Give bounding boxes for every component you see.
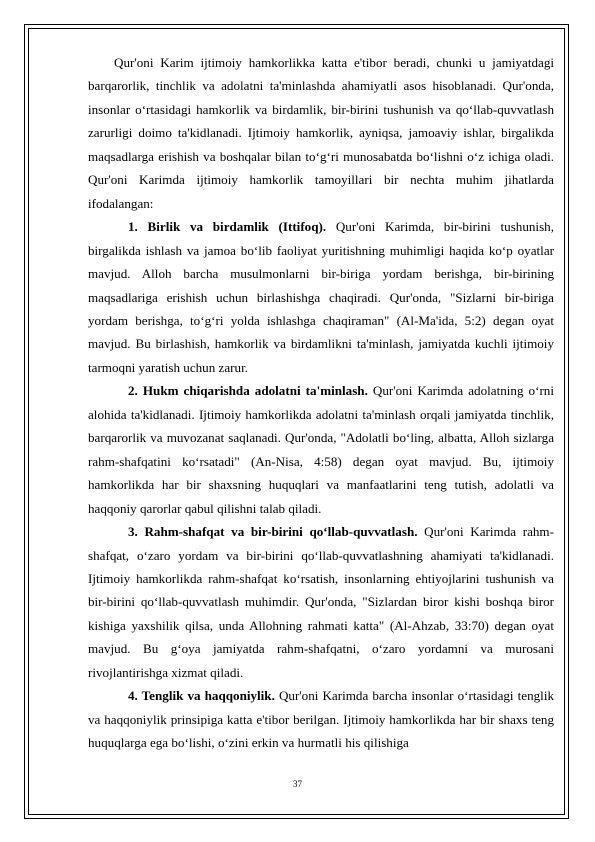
principle-heading-2: 2. Hukm chiqarishda adolatni ta'minlash. (128, 383, 368, 399)
principle-text-4: Qur'oni Karimda barcha insonlar o‘rtasidagi tenglik va haqqoniylik prinsipiga katta e'tibor berilgan. Ijtimoiy hamkorlikda har bir shaxs teng huquqlarga ega bo‘lishi, o‘zini erkin va hurmatli his qilishiga (88, 688, 555, 751)
principle-text-2: Qur'oni Karimda adolatning o‘rni alohida ta'kidlanadi. Ijtimoiy hamkorlikda adolatni ta'minlash orqali jamiyatda tinchlik, barqarorlik va muvozanat saqlanadi. Qur'onda, "Adolatli bo‘ling, albatta, Alloh sizlarga rahm-shafqatini ko‘rsatadi" (An-Nisa, 4:58) degan oyat mavjud. Bu, ijtimoiy hamkorlikda har bir shaxsning huquqlari va manfaatlarini teng tutish, adolatli va haqqoniy qarorlar qabul qilishni talab qiladi. (88, 383, 554, 516)
intro-paragraph: Qur'oni Karim ijtimoiy hamkorlikka katta e'tibor beradi, chunki u jamiyatdagi barqarorlik, tinchlik va adolatni ta'minlashda ahamiyatli asos hisoblanadi. Qur'onda, insonlar o‘rtasidagi hamkorlik va birdamlik, bir-birini tushunish va qo‘llab-quvvatlash zarurligi doimo ta'kidlanadi. Ijtimoiy hamkorlik, ayniqsa, jamoaviy ishlar, birgalikda maqsadlarga erishish va boshqalar bilan to‘g‘ri munosabatda bo‘lishni o‘z ichiga oladi. Qur'oni Karimda ijtimoiy hamkorlik tamoyillari bir nechta muhim jihatlarda ifodalangan: (88, 55, 554, 211)
page-body (88, 51, 554, 755)
principle-paragraph-2 (88, 379, 554, 520)
principle-heading-1: 1. Birlik va birdamlik (Ittifoq). (128, 219, 327, 235)
principle-paragraph-1 (88, 215, 554, 379)
principle-paragraph-4 (88, 684, 554, 754)
principle-paragraph-3 (88, 520, 554, 684)
principle-text-1: Qur'oni Karimda, bir-birini tushunish, birgalikda ishlash va jamoa bo‘lib faoliyat yuritishning muhimligi haqida ko‘p oyatlar mavjud. Alloh barcha musulmonlarni bir-biriga yordam berishga, bir-birining maqsadlariga erishish uchun birlashishga chaqiradi. Qur'onda, "Sizlarni bir-biriga yordam berishga, to‘g‘ri yolda ishlashga chaqiraman" (Al-Ma'ida, 5:2) degan oyat mavjud. Bu birlashish, hamkorlik va birdamlikni ta'minlash, jamiyatda kuchli ijtimoiy tarmoqni yaratish uchun zarur. (88, 219, 554, 375)
page-number: 37 (293, 779, 302, 789)
principle-text-3: Qur'oni Karimda rahm-shafqat, o‘zaro yordam va bir-birini qo‘llab-quvvatlashning ahamiyati ta'kidlanadi. Ijtimoiy hamkorlikda rahm-shafqat ko‘rsatish, insonlarning ehtiyojlarini tushunish va bir-birini qo‘llab-quvvatlash muhimdir. Qur'onda, "Sizlardan biror kishi boshqa biror kishiga yaxshilik qilsa, unda Allohning rahmati katta" (Al-Ahzab, 33:70) degan oyat mavjud. Bu g‘oya jamiyatda rahm-shafqatni, o‘zaro yordamni va murosani rivojlantirishga xizmat qiladi. (88, 524, 554, 680)
principle-heading-3: 3. Rahm-shafqat va bir-birini qo‘llab-quvvatlash. (128, 524, 418, 540)
principle-heading-4: 4. Tenglik va haqqoniylik. (128, 688, 275, 704)
